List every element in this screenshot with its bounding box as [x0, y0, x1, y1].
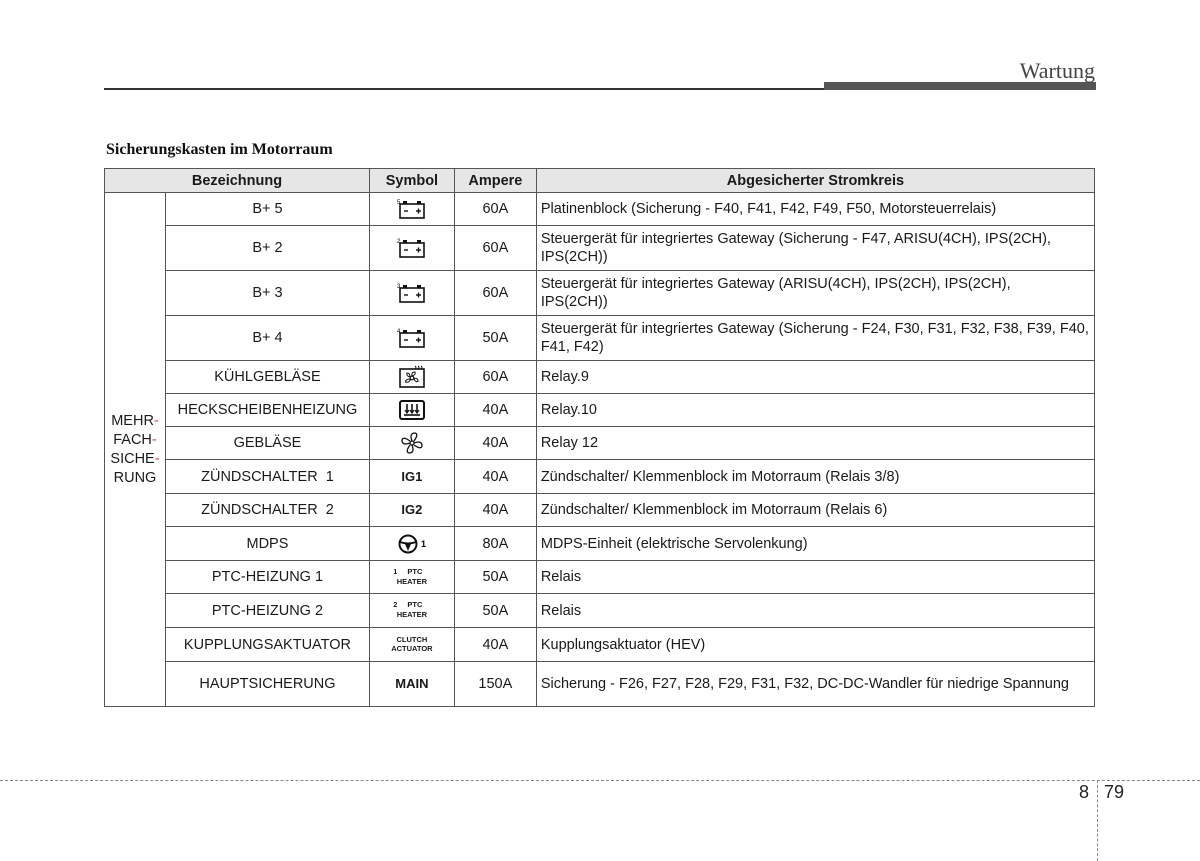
fuse-symbol: [369, 460, 454, 494]
column-header-symbol: Symbol: [369, 169, 454, 193]
battery-number: 5: [396, 200, 401, 206]
fuse-symbol: [369, 316, 454, 361]
actuator-text: ACTUATOR: [391, 643, 433, 653]
table-row: [105, 662, 1095, 707]
fuse-ampere: 80A: [454, 527, 536, 561]
battery-icon: [397, 198, 427, 220]
table-row: [105, 427, 1095, 460]
table-row: [105, 361, 1095, 394]
fuse-name: HAUPTSICHERUNG: [165, 662, 369, 707]
group-label-line: MEHR-: [111, 412, 159, 429]
fuse-circuit: Steuergerät für integriertes Gateway (Sicherung - F24, F30, F31, F32, F38, F39, F40, F41, F42): [536, 316, 1094, 361]
fuse-name: ZÜNDSCHALTER 2: [165, 494, 369, 527]
table-row: [105, 594, 1095, 628]
ptc-number: 2: [393, 602, 398, 609]
ig2-label: IG2: [401, 502, 423, 517]
group-label-line: RUNG: [113, 469, 157, 486]
fuse-ampere: 40A: [454, 427, 536, 460]
fuse-symbol: [369, 662, 454, 707]
table-row: [105, 628, 1095, 662]
fuse-ampere: 60A: [454, 271, 536, 316]
fuse-circuit: Kupplungsaktuator (HEV): [536, 628, 1094, 662]
battery-icon: [397, 282, 427, 304]
hyphen: -: [153, 412, 159, 429]
group-label-mehrfachsicherung: [105, 193, 166, 707]
mdps-number: 1: [420, 538, 426, 549]
group-label-line: SICHE-: [110, 450, 160, 467]
table-row: [105, 316, 1095, 361]
footer-page-number: 79: [1104, 782, 1125, 802]
fuse-ampere: 60A: [454, 361, 536, 394]
fuse-name: KUPPLUNGSAKTUATOR: [165, 628, 369, 662]
battery-number: 4: [396, 329, 401, 335]
fuse-circuit: Relais: [536, 561, 1094, 594]
fuse-circuit: Relais: [536, 594, 1094, 628]
table-row: [105, 494, 1095, 527]
table-row: [105, 271, 1095, 316]
fuse-ampere: 40A: [454, 494, 536, 527]
ptc-text: PTC: [407, 566, 423, 576]
table-row: [105, 561, 1095, 594]
section-title: Sicherungskasten im Motorraum: [106, 141, 333, 158]
ig1-label: IG1: [401, 468, 423, 484]
table-row: [105, 226, 1095, 271]
fuse-circuit: Relay 12: [536, 427, 1094, 460]
footer-chapter-number: 8: [1079, 782, 1090, 802]
ptc-heater-label: [393, 566, 428, 586]
fuse-name: HECKSCHEIBENHEIZUNG: [165, 394, 369, 427]
fuse-symbol: [369, 594, 454, 628]
fuse-name: ZÜNDSCHALTER 1: [165, 460, 369, 494]
fuse-ampere: 50A: [454, 594, 536, 628]
table-header-row: [105, 169, 1095, 193]
blower-fan-icon: [397, 431, 427, 455]
fuse-ampere: 40A: [454, 394, 536, 427]
fuse-name: PTC-HEIZUNG 1: [165, 561, 369, 594]
fuse-symbol: [369, 394, 454, 427]
fuse-circuit: Sicherung - F26, F27, F28, F29, F31, F32, DC-DC-Wandler für niedrige Spannung: [536, 662, 1094, 707]
fuse-name: B+ 5: [165, 193, 369, 226]
fuse-circuit: MDPS-Einheit (elektrische Servolenkung): [536, 527, 1094, 561]
clutch-text: CLUTCH: [396, 634, 428, 644]
fuse-name: B+ 3: [165, 271, 369, 316]
footer-dashed-rule: [0, 780, 1200, 781]
fuse-symbol: [369, 271, 454, 316]
ptc-text: PTC: [407, 600, 423, 609]
fuse-symbol: [369, 527, 454, 561]
clutch-actuator-label: [391, 635, 432, 653]
fuse-symbol: [369, 226, 454, 271]
battery-icon: [397, 237, 427, 259]
fuse-name: PTC-HEIZUNG 2: [165, 594, 369, 628]
column-header-stromkreis: Abgesicherter Stromkreis: [536, 169, 1094, 193]
fuse-ampere: 40A: [454, 460, 536, 494]
hyphen: -: [154, 450, 160, 467]
heater-text: HEATER: [396, 576, 428, 586]
chapter-title: Wartung: [1019, 58, 1095, 83]
column-header-ampere: Ampere: [454, 169, 536, 193]
footer-dashed-divider: [1097, 780, 1098, 861]
fuse-circuit: Steuergerät für integriertes Gateway (ARISU(4CH), IPS(2CH), IPS(2CH), IPS(2CH)): [536, 271, 1094, 316]
fuse-ampere: 40A: [454, 628, 536, 662]
fuse-name: KÜHLGEBLÄSE: [165, 361, 369, 394]
fuse-name: B+ 2: [165, 226, 369, 271]
battery-number: 3: [396, 284, 401, 290]
group-label-line: FACH-: [113, 431, 157, 448]
heater-text: HEATER: [396, 610, 428, 619]
main-label: MAIN: [395, 676, 429, 691]
fuse-ampere: 150A: [454, 662, 536, 707]
fuse-circuit: Platinenblock (Sicherung - F40, F41, F42, F49, F50, Motorsteuerrelais): [536, 193, 1094, 226]
ptc-number: 1: [393, 568, 398, 576]
fuse-table: [104, 168, 1095, 707]
rear-defroster-icon: [397, 399, 427, 421]
fuse-ampere: 50A: [454, 316, 536, 361]
fuse-ampere: 60A: [454, 193, 536, 226]
fuse-circuit: Zündschalter/ Klemmenblock im Motorraum (Relais 3/8): [536, 460, 1094, 494]
fuse-symbol: [369, 193, 454, 226]
fuse-circuit: Relay.9: [536, 361, 1094, 394]
fuse-circuit: Relay.10: [536, 394, 1094, 427]
table-row: [105, 394, 1095, 427]
hyphen: -: [151, 431, 157, 448]
fuse-ampere: 60A: [454, 226, 536, 271]
battery-number: 2: [396, 239, 401, 245]
fuse-name: MDPS: [165, 527, 369, 561]
fuse-symbol: [369, 494, 454, 527]
battery-icon: [397, 327, 427, 349]
fuse-symbol: [369, 361, 454, 394]
fuse-circuit: Steuergerät für integriertes Gateway (Sicherung - F47, ARISU(4CH), IPS(2CH), IPS(2CH)): [536, 226, 1094, 271]
fuse-ampere: 50A: [454, 561, 536, 594]
fuse-symbol: [369, 427, 454, 460]
fuse-name: GEBLÄSE: [165, 427, 369, 460]
fuse-symbol: [369, 628, 454, 662]
fuse-name: B+ 4: [165, 316, 369, 361]
table-row: [105, 193, 1095, 226]
steering-wheel-icon: [395, 533, 429, 555]
fuse-circuit: Zündschalter/ Klemmenblock im Motorraum (Relais 6): [536, 494, 1094, 527]
fuse-symbol: [369, 561, 454, 594]
column-header-bezeichnung: Bezeichnung: [105, 169, 370, 193]
cooling-fan-icon: [397, 365, 427, 389]
table-row: [105, 460, 1095, 494]
table-row: [105, 527, 1095, 561]
ptc-heater-label: [393, 600, 428, 619]
